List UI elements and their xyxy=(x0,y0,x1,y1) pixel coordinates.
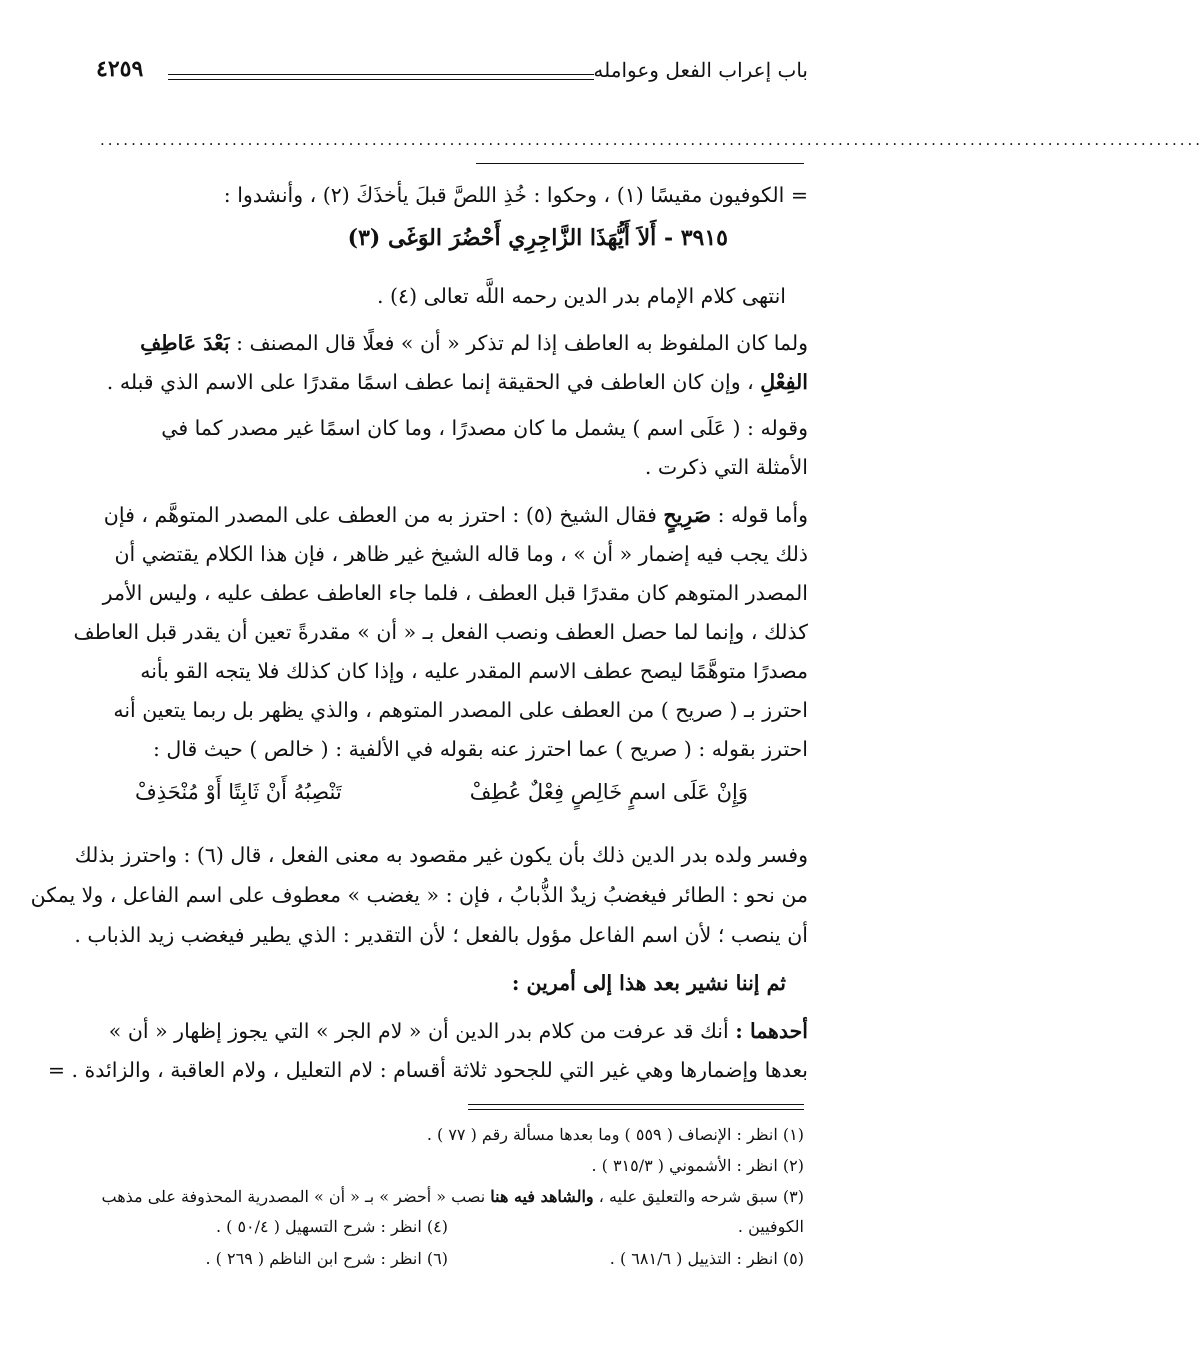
text-line: = الكوفيون مقيسًا (١) ، وحكوا : خُذِ اللصَّ قبلَ يأخذَكَ (٢) ، وأنشدوا : xyxy=(223,183,808,207)
footnote-6: (٦) انظر : شرح ابن الناظم ( ٢٦٩ ) . xyxy=(205,1249,448,1268)
footnote-3-cont: الكوفيين . xyxy=(737,1217,804,1236)
text-line: وفسر ولده بدر الدين ذلك بأن يكون غير مقصود به معنى الفعل ، قال (٦) : واحترز بذلك xyxy=(74,843,808,867)
footnote-5: (٥) انظر : التذييل ( ٦٨١/٦ ) . xyxy=(609,1249,804,1268)
text-line: الأمثلة التي ذكرت . xyxy=(644,455,808,479)
text-line: بعدها وإضمارها وهي غير التي للجحود ثلاثة أقسام : لام التعليل ، ولام العاقبة ، والزائدة . = xyxy=(47,1058,808,1082)
alfiyya-hemistich-right: وَإِنْ عَلَى اسمٍ خَالِصٍ فِعْلٌ عُطِفْ xyxy=(469,780,748,804)
text-line: انتهى كلام الإمام بدر الدين رحمه اللَّه تعالى (٤) . xyxy=(377,284,786,308)
text-line xyxy=(62,328,808,358)
text-run: وأما قوله : xyxy=(717,503,808,527)
text-line: مصدرًا متوهَّمًا ليصح عطف الاسم المقدر عليه ، وإذا كان كذلك فلا يتجه القو بأنه xyxy=(140,659,808,683)
text-run: أنك قد عرفت من كلام بدر الدين أن « لام الجر » التي يجوز إظهار « أن » xyxy=(108,1019,729,1043)
text-run: ، وإن كان العاطف في الحقيقة إنما عطف اسمًا مقدرًا على الاسم الذي قبله . xyxy=(106,370,754,394)
text-line: من نحو : الطائر فيغضبُ زيدٌ الذُّبابُ ، فإن : « يغضب » معطوف على اسم الفاعل ، ولا يمكن xyxy=(30,883,808,907)
text-line: المصدر المتوهم كان مقدرًا قبل العطف ، فلما جاء العاطف عطف عليه ، وليس الأمر xyxy=(102,581,808,605)
section-heading: ثم إننا نشير بعد هذا إلى أمرين : xyxy=(511,971,786,995)
matn-quote: بَعْدَ عَاطِفِ xyxy=(140,331,230,355)
alfiyya-hemistich-left: تَنْصِبُهُ أَنْ ثَابِتًا أَوْ مُنْحَذِفْ xyxy=(135,780,342,804)
page-number: ٤٢٥٩ xyxy=(96,56,144,82)
footnote-4: (٤) انظر : شرح التسهيل ( ٥٠/٤ ) . xyxy=(215,1217,448,1236)
text-line: ذلك يجب فيه إضمار « أن » ، وما قاله الشيخ غير ظاهر ، فإن هذا الكلام يقتضي أن xyxy=(114,542,808,566)
matn-quote: الفِعْلِ xyxy=(760,370,808,394)
footnote-3 xyxy=(101,1186,804,1208)
item-label: أحدهما : xyxy=(735,1019,808,1043)
text-line xyxy=(62,367,808,397)
footnote-rule xyxy=(468,1104,804,1105)
text-line: وقوله : ( عَلَى اسم ) يشمل ما كان مصدرًا ، وما كان اسمًا غير مصدر كما في xyxy=(161,416,808,440)
chapter-title: باب إعراب الفعل وعوامله xyxy=(593,58,808,82)
footnote-2: (٢) انظر : الأشموني ( ٣١٥/٣ ) . xyxy=(591,1156,804,1175)
text-run: ولما كان الملفوظ به العاطف إذا لم تذكر « أن » فعلًا قال المصنف : xyxy=(236,331,808,355)
footnote-1: (١) انظر : الإنصاف ( ٥٥٩ ) وما بعدها مسألة رقم ( ٧٧ ) . xyxy=(426,1125,804,1144)
footnote-rule xyxy=(468,1109,804,1110)
text-line: كذلك ، وإنما لما حصل العطف ونصب الفعل بـ « أن » مقدرةً تعين أن يقدر قبل العاطف xyxy=(73,620,808,644)
verse-3915: ٣٩١٥ - أَلاَ أَيُّهَذَا الزَّاجِرِي أَحْضُرَ الوَغَى (٣) xyxy=(347,225,728,251)
text-line: أن ينصب ؛ لأن اسم الفاعل مؤول بالفعل ؛ لأن التقدير : الذي يطير فيغضب زيد الذباب . xyxy=(74,923,808,947)
text-line: احترز بـ ( صريح ) من العطف على المصدر المتوهم ، والذي يظهر بل ربما يتعين أنه xyxy=(113,698,808,722)
header-rule xyxy=(168,74,594,75)
dotted-separator: .............................................................................................................................................. xyxy=(100,131,1203,149)
text-run: (٣) سبق شرحه والتعليق عليه ، xyxy=(598,1187,804,1206)
matn-quote: صَرِيحٍ xyxy=(663,503,712,527)
text-line: احترز بقوله : ( صريح ) عما احترز عنه بقوله في الألفية : ( خالص ) حيث قال : xyxy=(152,737,808,761)
text-run: نصب « أحضر » بـ « أن » المصدرية المحذوفة على مذهب xyxy=(101,1187,486,1206)
text-line xyxy=(62,1016,808,1046)
text-line xyxy=(62,500,808,530)
separator-rule xyxy=(476,163,804,164)
text-run: فقال الشيخ (٥) : احترز به من العطف على المصدر المتوهَّم ، فإن xyxy=(103,503,657,527)
header-rule xyxy=(168,79,594,80)
text-run: والشاهد فيه هنا xyxy=(490,1187,594,1206)
